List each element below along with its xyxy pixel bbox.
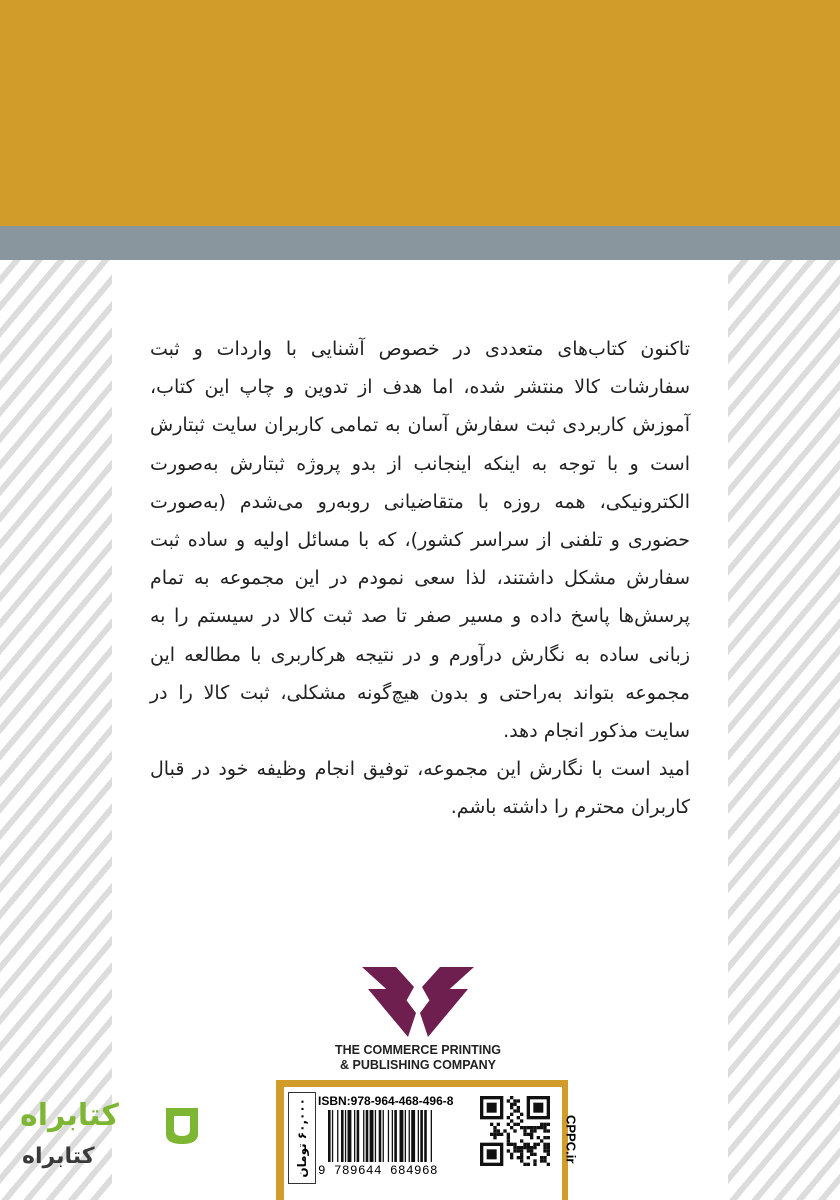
left-diagonal-stripes <box>0 260 112 1200</box>
watermark-text-bottom: کتابراه <box>22 1144 95 1169</box>
ketabrah-watermark <box>20 1098 210 1190</box>
publisher-logo-icon <box>358 965 478 1039</box>
price-label <box>288 1092 316 1184</box>
ketabrah-logo-icon <box>160 1104 204 1148</box>
grey-stripe-band <box>0 226 840 260</box>
right-diagonal-stripes <box>728 260 840 1200</box>
barcode-bars-icon <box>328 1110 468 1162</box>
publisher-name <box>300 1043 536 1073</box>
paragraph-main: تاکنون کتاب‌های متعددی در خصوص آشنایی با واردات و ثبت سفارشات کالا منتشر شده، اما هدف از تدوین و چاپ این کتاب، آموزش کاربردی ثبت سفارش آسان به تمامی کاربران سایت ثبتارش است و با توجه به اینکه اینجانب از بدو پروژه ثبتارش به‌صورت الکترونیکی، همه روزه با متقاضیانی روبه‌رو می‌شدم (به‌صورت حضوری و تلفنی از سراسر کشور)، که با مسائل اولیه و ساده ثبت سفارش مشکل داشتند، لذا سعی نمودم در این مجموعه به تمام پرسش‌ها پاسخ داده و مسیر صفر تا صد ثبت کالا در سیستم را به زبانی ساده به نگارش درآورم و در نتیجه هرکاربری با مطالعه این مجموعه بتواند به‌راحتی و بدون هیچ‌گونه مشکلی، ثبت کالا را در سایت مذکور انجام دهد. <box>150 338 690 743</box>
isbn-label: ISBN:978-964-468-496-8 <box>318 1094 454 1108</box>
watermark-text-top: کتابراه <box>20 1098 119 1133</box>
back-cover-text <box>150 330 690 827</box>
publisher-name-line1: THE COMMERCE PRINTING <box>335 1043 501 1057</box>
website-text: CPPC.ir <box>563 1115 579 1164</box>
publisher-name-line2: & PUBLISHING COMPANY <box>339 1058 497 1072</box>
price-text: ۶۰,۰۰۰ تومان <box>295 1098 309 1178</box>
publisher-website <box>560 1092 582 1187</box>
qr-code-icon <box>480 1096 550 1166</box>
top-gold-band <box>0 0 840 226</box>
paragraph-closing: امید است با نگارش این مجموعه، توفیق انجام وظیفه خود در قبال کاربران محترم را داشته باشم. <box>150 758 690 819</box>
isbn-digits: 9 789644 684968 <box>318 1164 439 1178</box>
